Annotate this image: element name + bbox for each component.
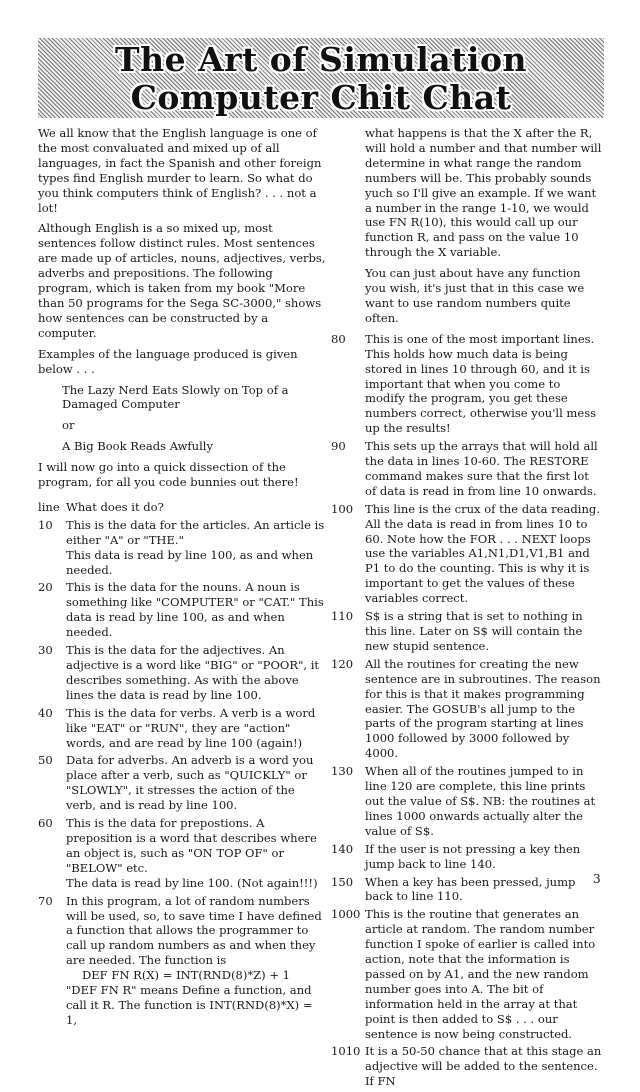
line-number: 140 [331, 841, 354, 856]
line-entry [38, 706, 326, 751]
line-entry [331, 1044, 603, 1089]
function-definition: DEF FN R(X) = INT(RND(8)*Z) + 1 [81, 968, 291, 983]
line-number: 130 [331, 764, 354, 779]
line-number: 80 [331, 331, 346, 346]
line-entry [38, 580, 326, 640]
line-entry [331, 764, 603, 839]
line-description: This is the data for the articles. An article is either "A" or "THE." [66, 517, 325, 547]
line-column-header: line [38, 499, 60, 514]
line-description: This sets up the arrays that will hold all the data in lines 10-60. The RESTORE command makes sure that the first lot of data is read in from line 10 onwards. [365, 439, 598, 498]
line-entry [38, 643, 326, 703]
line-description: All the routines for creating the new sentence are in subroutines. The reason for this is that it makes programming easier. The GOSUB's all jump to the parts of the program starting at lines 1000 followed by 3000 followed by 4000. [365, 656, 601, 761]
line-number: 30 [38, 643, 53, 658]
example-separator: or [62, 418, 75, 433]
line-number: 50 [38, 753, 53, 768]
intro-paragraph: Examples of the language produced is given below . . . [38, 346, 298, 376]
line-number: 150 [331, 874, 354, 889]
continued-paragraph: You can just about have any function you wish, it's just that in this case we want to use random numbers quite often. [365, 266, 585, 325]
line-description: When a key has been pressed, jump back to line 110. [365, 874, 576, 904]
line-entry [331, 439, 603, 499]
dissection-intro: I will now go into a quick dissection of the program, for all you code bunnies out there! [38, 460, 299, 490]
line-description: It is a 50-50 chance that at this stage an adjective will be added to the sentence. If FN [365, 1044, 602, 1089]
line-number: 40 [38, 705, 53, 720]
line-number: 1000 [331, 907, 361, 922]
line-description: This is the data for prepostions. A preposition is a word that describes where an object is, such as "ON TOP OF" or "BELOW" etc. [66, 816, 317, 875]
line-entry [331, 332, 603, 436]
line-number: 1010 [331, 1044, 361, 1059]
table-header [38, 500, 326, 515]
line-entry [331, 657, 603, 761]
line-entry [38, 753, 326, 813]
left-column [38, 126, 326, 1031]
line-description: This data is read by line 100, as and when needed. [66, 547, 314, 577]
line-number: 70 [38, 893, 53, 908]
line-description: When all of the routines jumped to in line 120 are complete, this line prints out the value of S$. NB: the routines at lines 1000 onwards actually alter the value of S$. [365, 764, 596, 838]
title-line-1: The Art of Simulation [115, 40, 527, 79]
line-number: 120 [331, 656, 354, 671]
line-description: Data for adverbs. An adverb is a word you place after a verb, such as "QUICKLY" or "SLOWLY", it stresses the action of the verb, and is read by line 100. [66, 753, 314, 813]
line-description: This is the routine that generates an article at random. The random number function I spoke of earlier is called into action, note that the information is passed on by A1, and the new random number goes into A. The bit of information held in the array at that point is then added to S$ . . . our sentence is now being constructed. [365, 907, 596, 1041]
line-number: 10 [38, 517, 53, 532]
title-line-2: Computer Chit Chat [130, 78, 512, 117]
line-description: S$ is a string that is set to nothing in this line. Later on S$ will contain the new stupid sentence. [365, 609, 583, 653]
right-column [331, 126, 603, 1092]
title-banner [38, 38, 604, 118]
intro-paragraph: Although English is a so mixed up, most sentences follow distinct rules. Most sentences are made up of articles, nouns, adjectives, verbs, adverbs and prepositions. The following program, which is taken from my book "More than 50 programs for the Sega SC-3000," shows how sentences can be constructed by a computer. [38, 221, 326, 340]
line-number: 60 [38, 816, 53, 831]
page-number: 3 [593, 872, 601, 886]
line-number: 90 [331, 439, 346, 454]
line-entry [331, 609, 603, 654]
line-entry [331, 875, 603, 905]
description-column-header: What does it do? [66, 499, 164, 514]
line-description: This is the data for the adjectives. An adjective is a word like "BIG" or "POOR", it describes something. As with the above lines the data is read by line 100. [66, 643, 320, 702]
line-number: 20 [38, 580, 53, 595]
line-description: If the user is not pressing a key then jump back to line 140. [365, 841, 581, 871]
example-sentence: The Lazy Nerd Eats Slowly on Top of a Damaged Computer [62, 382, 289, 412]
line-description: This is the data for verbs. A verb is a word like "EAT" or "RUN", they are "action" words, and are read by line 100 (again!) [66, 705, 316, 750]
line-number: 110 [331, 609, 354, 624]
line-description: This line is the crux of the data reading. All the data is read in from lines 10 to 60. Note how the FOR . . . NEXT loops use the variables A1,N1,D1,V1,B1 and P1 to do the counting. This is why it is important to get the values of these variables correct. [365, 501, 600, 606]
intro-paragraph: We all know that the English language is one of the most convaluated and mixed up of all languages, in fact the Spanish and other foreign types find English murder to learn. So what do you think computers think of English? . . . not a lot! [38, 126, 322, 215]
line-entry [331, 907, 603, 1041]
line-number: 100 [331, 501, 354, 516]
line-entry [38, 518, 326, 578]
line-description: In this program, a lot of random numbers will be used, so, to save time I have defined a function that allows the programmer to call up random numbers as and when they are needed. The function is [66, 893, 322, 968]
line-description: This is one of the most important lines. This holds how much data is being stored in lines 10 through 60, and it is important that when you come to modify the program, you get these numbers correct, otherwise you'll mess up the results! [365, 331, 597, 436]
line-description: "DEF FN R" means Define a function, and call it R. The function is INT(RND(8)*X) = 1, [66, 983, 313, 1027]
line-description: This is the data for the nouns. A noun is something like "COMPUTER" or "CAT." This data is read by line 100, as and when needed. [66, 580, 324, 640]
line-entry [331, 842, 603, 872]
line-description: The data is read by line 100. (Not again!!!) [66, 875, 318, 890]
continued-paragraph: what happens is that the X after the R, will hold a number and that number will determine in what range the random numbers will be. This probably sounds yuch so I'll give an example. If we want a number in the range 1-10, we would use FN R(10), this would call up our function R, and pass on the value 10 through the X variable. [365, 126, 602, 260]
line-entry [38, 816, 326, 891]
line-entry [331, 502, 603, 606]
example-sentence: A Big Book Reads Awfully [62, 439, 214, 454]
